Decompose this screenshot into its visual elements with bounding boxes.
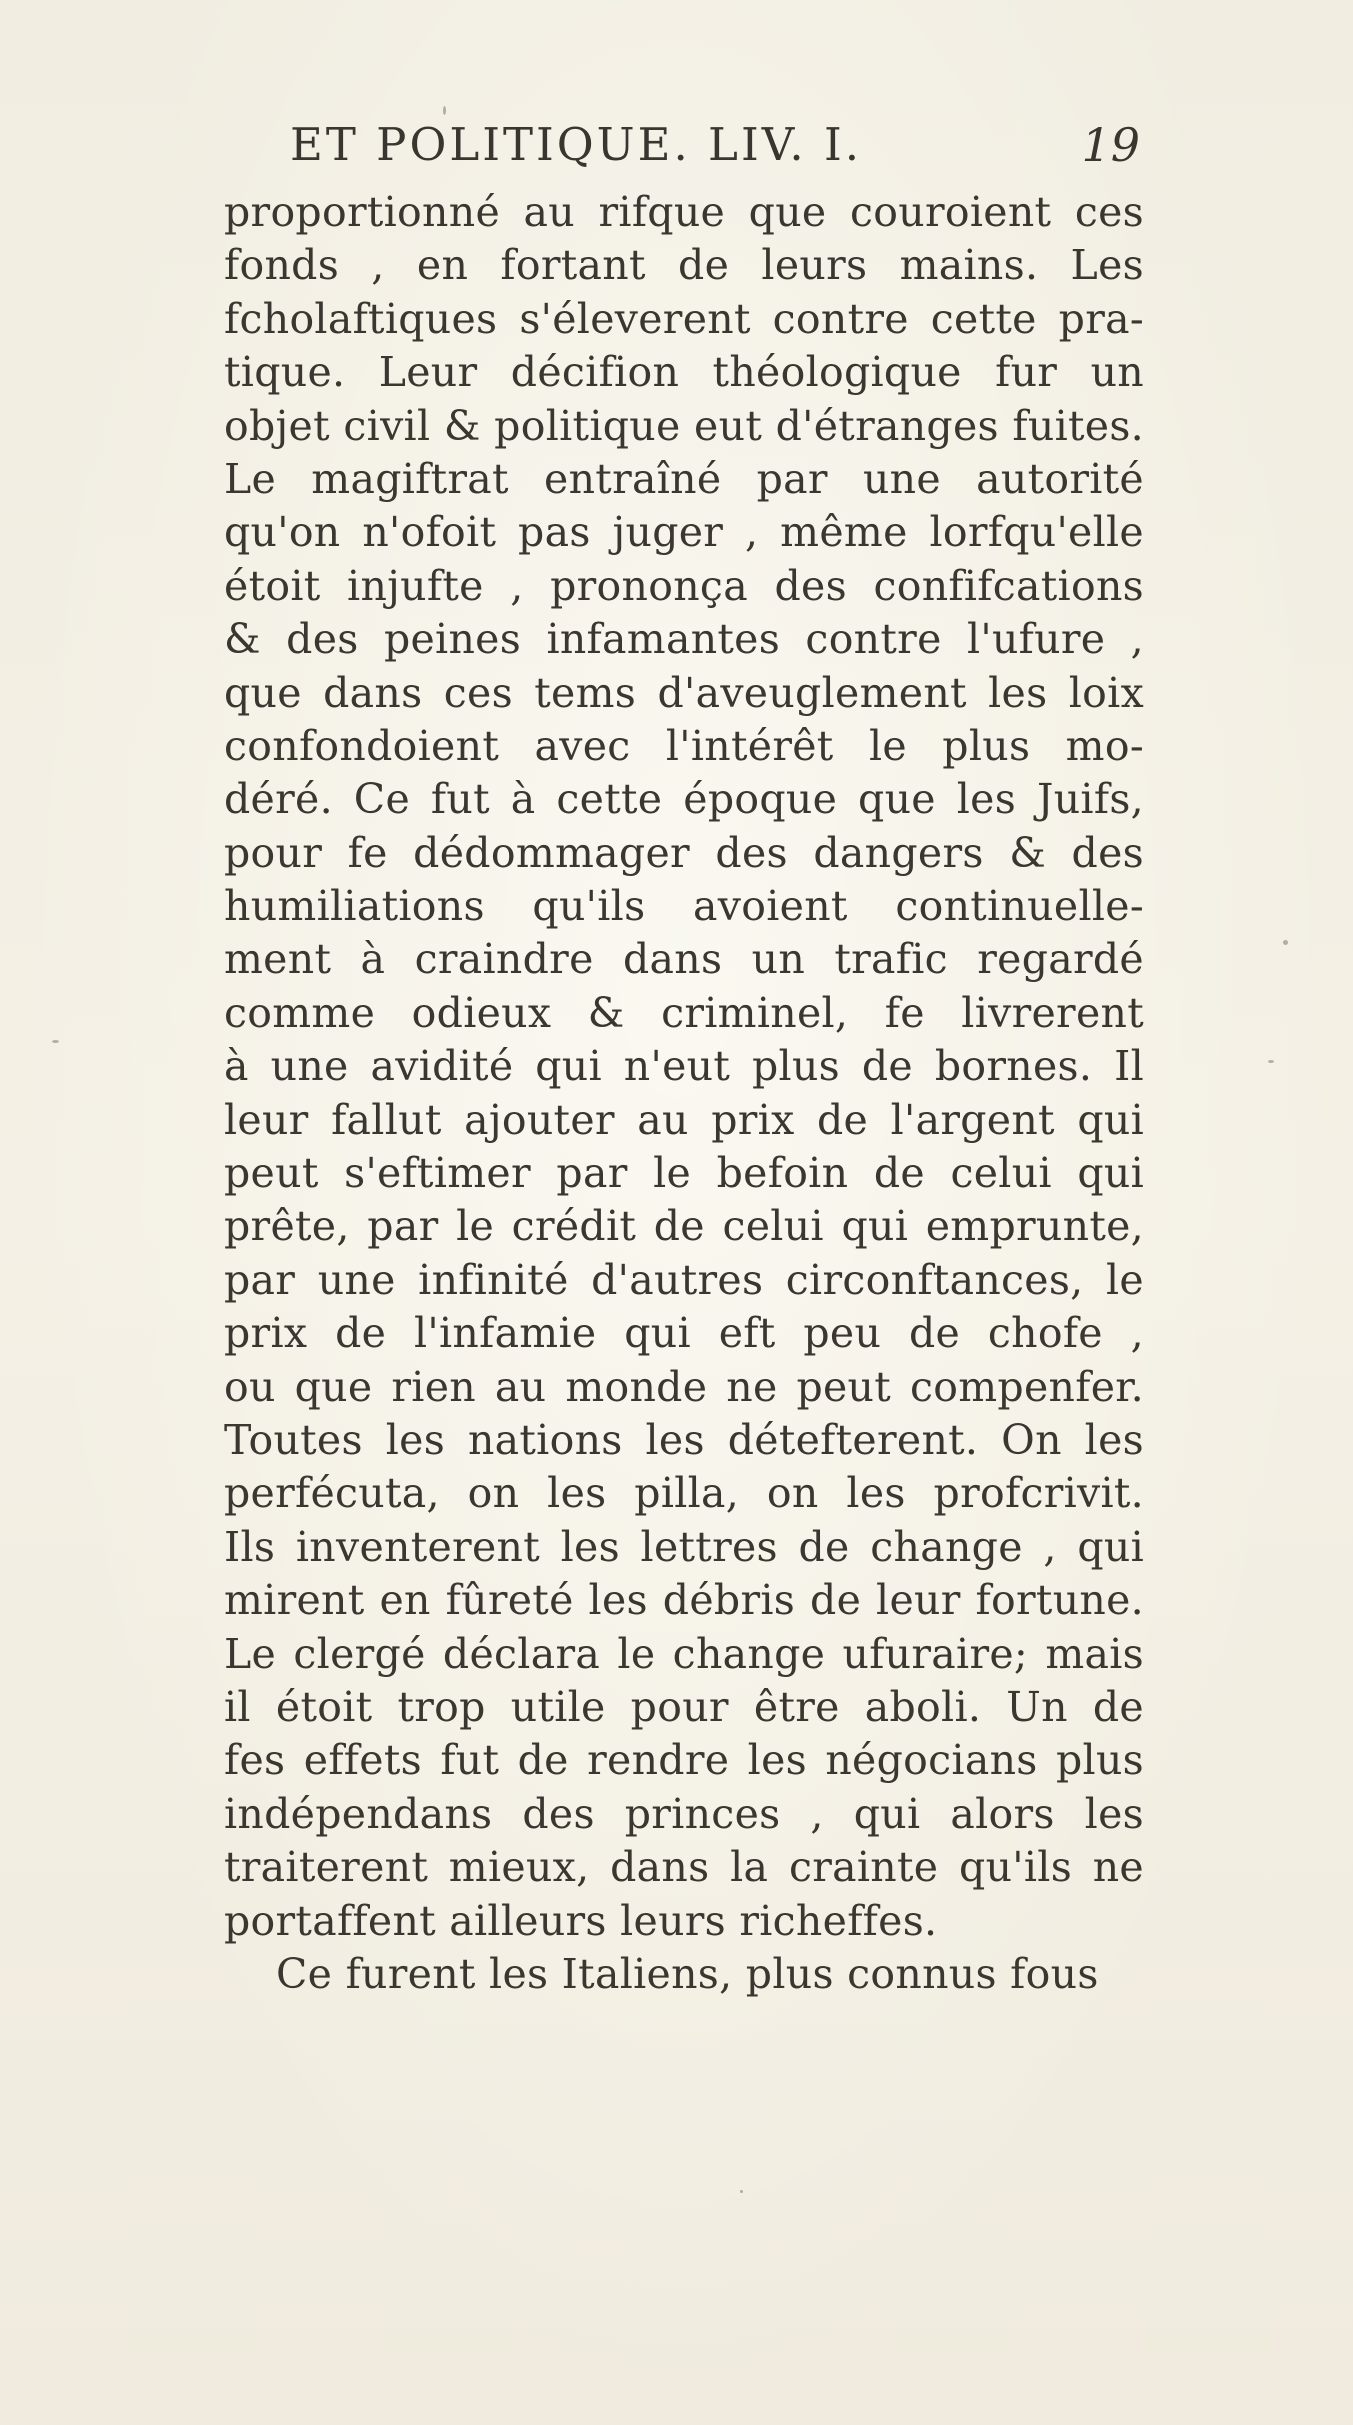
text-line: traiterent mieux, dans la crainte qu'ils ne <box>224 1843 1144 1892</box>
page-header <box>290 118 1140 178</box>
text-line: portaffent ailleurs leurs richeffes. <box>224 1896 938 1945</box>
text-line: par une infinité d'autres circonftances, le <box>224 1255 1144 1304</box>
text-line: indépendans des princes , qui alors les <box>224 1789 1144 1838</box>
paper-speck <box>1283 940 1288 945</box>
text-line: étoit injufte , prononça des confifcations <box>224 561 1144 610</box>
text-line: leur fallut ajouter au prix de l'argent qui <box>224 1095 1144 1144</box>
text-line: Le clergé déclara le change ufuraire; mais <box>224 1629 1144 1678</box>
paper-speck <box>740 2190 743 2193</box>
text-line: humiliations qu'ils avoient continuelle- <box>224 882 1144 931</box>
text-line: proportionné au rifque que couroient ces <box>224 188 1144 236</box>
page-number: 19 <box>1081 118 1140 172</box>
text-line: que dans ces tems d'aveuglement les loix <box>224 668 1144 717</box>
text-line: perfécuta, on les pilla, on les profcrivit. <box>224 1469 1144 1518</box>
text-line: Le magiftrat entraîné par une autorité <box>224 454 1144 503</box>
text-line: fes effets fut de rendre les négocians plus <box>224 1736 1144 1785</box>
text-line: il étoit trop utile pour être aboli. Un de <box>224 1682 1144 1731</box>
text-line: prix de l'infamie qui eft peu de chofe , <box>224 1309 1144 1358</box>
running-title: ET POLITIQUE. LIV. I. <box>290 118 863 171</box>
text-line: objet civil & politique eut d'étranges fuites. <box>224 401 1144 450</box>
text-line: confondoient avec l'intérêt le plus mo- <box>224 721 1144 770</box>
paper-speck <box>52 1040 59 1043</box>
text-line: mirent en fûreté les débris de leur fortune. <box>224 1576 1144 1625</box>
text-line: fonds , en fortant de leurs mains. Les <box>224 241 1144 290</box>
text-line: déré. Ce fut à cette époque que les Juifs, <box>224 775 1144 824</box>
text-line: pour fe dédommager des dangers & des <box>224 828 1144 877</box>
text-line: & des peines infamantes contre l'ufure , <box>224 615 1144 664</box>
text-line: à une avidité qui n'eut plus de bornes. Il <box>224 1042 1144 1091</box>
text-line: ou que rien au monde ne peut compenfer. <box>224 1362 1144 1411</box>
text-line: Ils inventerent les lettres de change , qui <box>224 1522 1144 1571</box>
text-line: qu'on n'ofoit pas juger , même lorfqu'elle <box>224 508 1144 557</box>
text-line: comme odieux & criminel, fe livrerent <box>224 988 1144 1037</box>
text-line: Ce furent les Italiens, plus connus fous <box>276 1949 1099 1998</box>
text-line: Toutes les nations les détefterent. On les <box>224 1415 1144 1464</box>
text-line: peut s'eftimer par le befoin de celui qui <box>224 1149 1144 1198</box>
text-line: ment à craindre dans un trafic regardé <box>224 935 1144 984</box>
text-line: tique. Leur décifion théologique fur un <box>224 348 1144 397</box>
paper-speck <box>443 106 446 115</box>
text-line: fcholaftiques s'éleverent contre cette pra- <box>224 294 1144 343</box>
body-text <box>224 186 1144 2001</box>
text-line: prête, par le crédit de celui qui emprunte, <box>224 1202 1144 1251</box>
paper-speck <box>1268 1060 1274 1063</box>
